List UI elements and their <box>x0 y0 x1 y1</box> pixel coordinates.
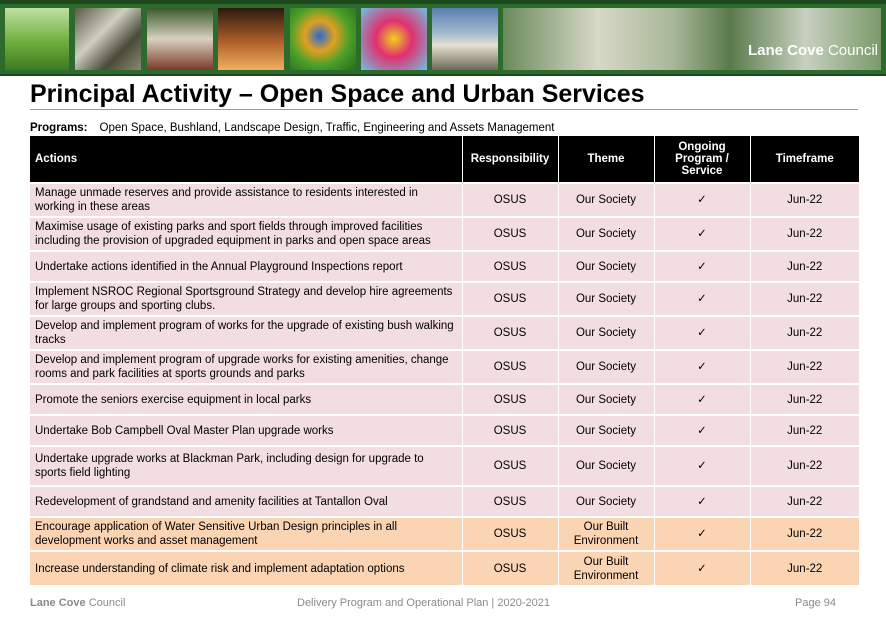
action-cell: Manage unmade reserves and provide assistance to residents interested in working in these areas <box>30 183 462 217</box>
theme-cell: Our Society <box>558 446 654 486</box>
header-actions: Actions <box>30 136 462 183</box>
action-cell: Promote the seniors exercise equipment in local parks <box>30 384 462 415</box>
table-row <box>30 551 859 585</box>
ongoing-check-icon: ✓ <box>654 251 750 282</box>
responsibility-cell: OSUS <box>462 415 558 446</box>
theme-cell: Our Society <box>558 486 654 517</box>
action-cell: Maximise usage of existing parks and sport fields through improved facilities including the provision of upgraded equipment in parks and open space areas <box>30 217 462 251</box>
theme-cell: Our Society <box>558 183 654 217</box>
timeframe-cell: Jun-22 <box>750 517 859 551</box>
photo-building <box>432 8 498 70</box>
theme-cell: Our Society <box>558 217 654 251</box>
footer-page-number: Page 94 <box>795 597 836 609</box>
action-cell: Encourage application of Water Sensitive Urban Design principles in all development works and asset management <box>30 517 462 551</box>
timeframe-cell: Jun-22 <box>750 217 859 251</box>
ongoing-check-icon: ✓ <box>654 486 750 517</box>
timeframe-cell: Jun-22 <box>750 316 859 350</box>
table-row <box>30 446 859 486</box>
council-brand: Lane Cove Council <box>747 42 878 59</box>
timeframe-cell: Jun-22 <box>750 350 859 384</box>
theme-cell: Our Society <box>558 384 654 415</box>
ongoing-check-icon: ✓ <box>654 517 750 551</box>
header-timeframe: Timeframe <box>750 136 859 183</box>
photo-park <box>5 8 69 70</box>
timeframe-cell: Jun-22 <box>750 446 859 486</box>
ongoing-check-icon: ✓ <box>654 446 750 486</box>
responsibility-cell: OSUS <box>462 551 558 585</box>
table-header-row <box>30 136 859 183</box>
responsibility-cell: OSUS <box>462 251 558 282</box>
header-banner <box>0 0 886 76</box>
action-cell: Undertake actions identified in the Annual Playground Inspections report <box>30 251 462 282</box>
footer-org: Lane Cove Council <box>30 597 126 609</box>
programs-value: Open Space, Bushland, Landscape Design, Traffic, Engineering and Assets Management <box>99 122 555 134</box>
theme-cell: Our Built Environment <box>558 551 654 585</box>
header-theme: Theme <box>558 136 654 183</box>
table-row <box>30 415 859 446</box>
theme-cell: Our Society <box>558 251 654 282</box>
table-row <box>30 251 859 282</box>
timeframe-cell: Jun-22 <box>750 415 859 446</box>
photo-performer <box>361 8 427 70</box>
timeframe-cell: Jun-22 <box>750 282 859 316</box>
photo-creek <box>75 8 141 70</box>
header-responsibility: Responsibility <box>462 136 558 183</box>
header-ongoing: Ongoing Program / Service <box>654 136 750 183</box>
table-row <box>30 350 859 384</box>
actions-table <box>30 136 859 585</box>
ongoing-check-icon: ✓ <box>654 384 750 415</box>
page-title: Principal Activity – Open Space and Urban Services <box>30 80 645 108</box>
ongoing-check-icon: ✓ <box>654 183 750 217</box>
action-cell: Increase understanding of climate risk and implement adaptation options <box>30 551 462 585</box>
theme-cell: Our Society <box>558 350 654 384</box>
timeframe-cell: Jun-22 <box>750 551 859 585</box>
responsibility-cell: OSUS <box>462 446 558 486</box>
action-cell: Redevelopment of grandstand and amenity facilities at Tantallon Oval <box>30 486 462 517</box>
ongoing-check-icon: ✓ <box>654 551 750 585</box>
ongoing-check-icon: ✓ <box>654 415 750 446</box>
table-row <box>30 517 859 551</box>
action-cell: Undertake Bob Campbell Oval Master Plan upgrade works <box>30 415 462 446</box>
responsibility-cell: OSUS <box>462 316 558 350</box>
table-row <box>30 282 859 316</box>
action-cell: Implement NSROC Regional Sportsground Strategy and develop hire agreements for large groups and sporting clubs. <box>30 282 462 316</box>
photo-night-street <box>218 8 284 70</box>
timeframe-cell: Jun-22 <box>750 251 859 282</box>
timeframe-cell: Jun-22 <box>750 384 859 415</box>
photo-dancers <box>147 8 213 70</box>
ongoing-check-icon: ✓ <box>654 217 750 251</box>
responsibility-cell: OSUS <box>462 486 558 517</box>
title-divider <box>30 109 858 110</box>
programs-line <box>30 122 555 134</box>
table-row <box>30 486 859 517</box>
timeframe-cell: Jun-22 <box>750 486 859 517</box>
table-row <box>30 183 859 217</box>
photo-street-scene <box>503 8 881 70</box>
responsibility-cell: OSUS <box>462 517 558 551</box>
responsibility-cell: OSUS <box>462 183 558 217</box>
theme-cell: Our Society <box>558 282 654 316</box>
responsibility-cell: OSUS <box>462 217 558 251</box>
theme-cell: Our Society <box>558 316 654 350</box>
photo-lorikeet <box>290 8 356 70</box>
action-cell: Undertake upgrade works at Blackman Park, including design for upgrade to sports field lighting <box>30 446 462 486</box>
ongoing-check-icon: ✓ <box>654 282 750 316</box>
programs-label: Programs: <box>30 122 88 134</box>
table-row <box>30 384 859 415</box>
responsibility-cell: OSUS <box>462 350 558 384</box>
action-cell: Develop and implement program of works for the upgrade of existing bush walking tracks <box>30 316 462 350</box>
responsibility-cell: OSUS <box>462 384 558 415</box>
table-row <box>30 316 859 350</box>
footer-doc-title: Delivery Program and Operational Plan | 2020-2021 <box>297 597 550 609</box>
action-cell: Develop and implement program of upgrade works for existing amenities, change rooms and park facilities at sports grounds and parks <box>30 350 462 384</box>
timeframe-cell: Jun-22 <box>750 183 859 217</box>
responsibility-cell: OSUS <box>462 282 558 316</box>
theme-cell: Our Built Environment <box>558 517 654 551</box>
theme-cell: Our Society <box>558 415 654 446</box>
table-row <box>30 217 859 251</box>
ongoing-check-icon: ✓ <box>654 350 750 384</box>
ongoing-check-icon: ✓ <box>654 316 750 350</box>
